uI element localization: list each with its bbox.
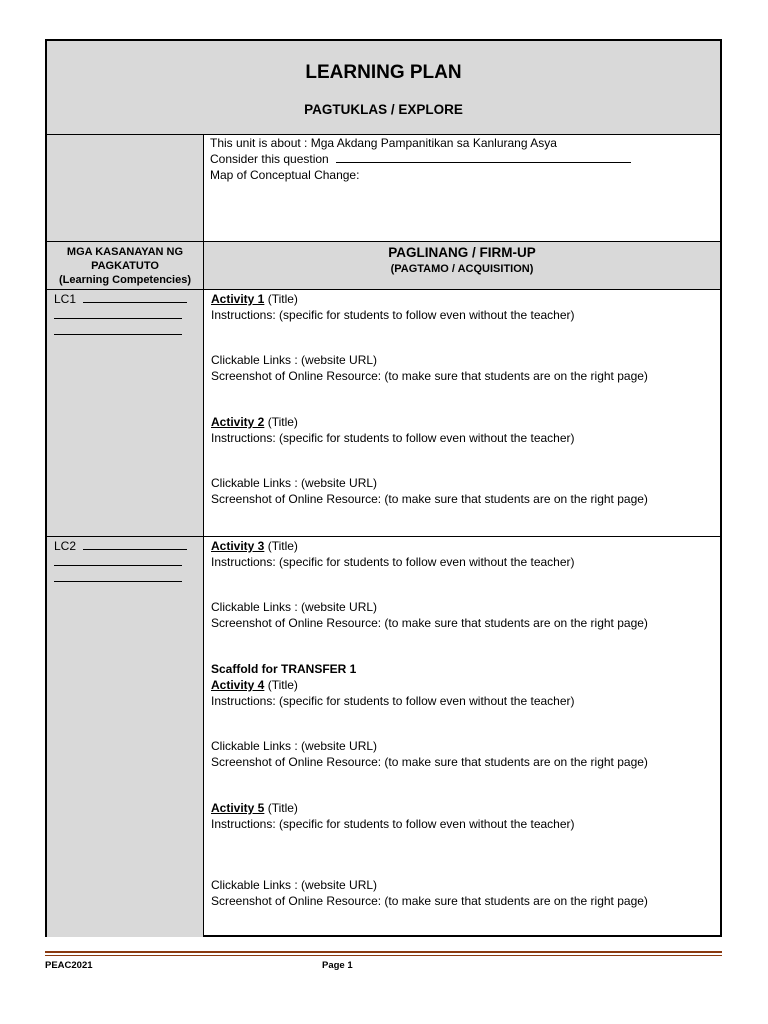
lc1-line3 (54, 323, 182, 339)
activity-1-links: Clickable Links : (website URL) (211, 353, 378, 367)
activity-5-name: Activity 5 (211, 801, 265, 815)
activity-1-instructions: Instructions: (specific for students to follow even without the teacher) (211, 308, 575, 322)
unit-question-label: Consider this question (210, 152, 329, 166)
activity-2-title (211, 414, 298, 430)
activity-4-instructions: Instructions: (specific for students to follow even without the teacher) (211, 694, 575, 708)
learning-plan-table (45, 39, 722, 937)
unit-question (210, 151, 631, 167)
activity-2-screenshot: Screenshot of Online Resource: (to make sure that students are on the right page) (211, 492, 648, 506)
activities-column (204, 290, 720, 937)
question-blank (336, 152, 631, 163)
lc2-blank (54, 555, 182, 566)
activity-4-links: Clickable Links : (website URL) (211, 739, 378, 753)
lc2-line3 (54, 570, 182, 586)
lc1-line1 (54, 291, 187, 307)
firmup-title: PAGLINANG / FIRM-UP (388, 245, 536, 260)
activity-title-suffix: (Title) (264, 415, 298, 429)
activity-title-suffix: (Title) (264, 801, 298, 815)
competency-column (47, 290, 203, 937)
lc1-line2 (54, 307, 182, 323)
activity-3-title (211, 538, 298, 554)
activity-1-title (211, 291, 298, 307)
competency-header-line2: PAGKATUTO (91, 260, 159, 272)
activity-title-suffix: (Title) (264, 678, 298, 692)
lc2-line2 (54, 554, 182, 570)
lc2-blank (83, 539, 187, 550)
lc2-line1 (54, 538, 187, 554)
competency-header-line1: MGA KASANAYAN NG (66, 246, 184, 258)
activity-1-name: Activity 1 (211, 292, 265, 306)
activity-2-instructions: Instructions: (specific for students to follow even without the teacher) (211, 431, 575, 445)
activity-3-links: Clickable Links : (website URL) (211, 600, 378, 614)
activity-3-instructions: Instructions: (specific for students to follow even without the teacher) (211, 555, 575, 569)
activity-2-links: Clickable Links : (website URL) (211, 476, 378, 490)
activity-title-suffix: (Title) (264, 292, 298, 306)
activity-4-screenshot: Screenshot of Online Resource: (to make sure that students are on the right page) (211, 755, 648, 769)
activity-4-name: Activity 4 (211, 678, 265, 692)
footer-rule (45, 951, 722, 953)
lc2-label: LC2 (54, 539, 77, 553)
unit-map-label: Map of Conceptual Change: (210, 168, 360, 182)
lc1-blank (54, 324, 182, 335)
competency-header-line3: (Learning Competencies) (58, 274, 192, 286)
header-row (47, 41, 720, 134)
activity-4-title (211, 677, 298, 693)
page-subtitle: PAGTUKLAS / EXPLORE (304, 102, 463, 117)
activity-title-suffix: (Title) (264, 539, 298, 553)
page-title: LEARNING PLAN (305, 62, 462, 83)
lc1-label: LC1 (54, 292, 77, 306)
activity-3-name: Activity 3 (211, 539, 265, 553)
activity-2-name: Activity 2 (211, 415, 265, 429)
footer-code: PEAC2021 (45, 960, 93, 971)
activity-5-title (211, 800, 298, 816)
footer-rule (45, 955, 722, 956)
activity-3-screenshot: Screenshot of Online Resource: (to make sure that students are on the right page) (211, 616, 648, 630)
footer-page-number: Page 1 (322, 960, 353, 971)
lc1-blank (83, 292, 187, 303)
column-divider (203, 135, 204, 937)
activity-5-screenshot: Screenshot of Online Resource: (to make sure that students are on the right page) (211, 894, 648, 908)
firmup-subtitle: (PAGTAMO / ACQUISITION) (390, 263, 534, 275)
activity-5-instructions: Instructions: (specific for students to follow even without the teacher) (211, 817, 575, 831)
firmup-header (204, 242, 720, 289)
activity-5-links: Clickable Links : (website URL) (211, 878, 378, 892)
competency-header (47, 242, 203, 289)
lc1-blank (54, 308, 182, 319)
unit-info-cell (204, 135, 720, 241)
unit-left-cell (47, 135, 203, 241)
activity-1-screenshot: Screenshot of Online Resource: (to make sure that students are on the right page) (211, 369, 648, 383)
lc2-blank (54, 571, 182, 582)
scaffold-label: Scaffold for TRANSFER 1 (211, 662, 357, 676)
unit-about: This unit is about : Mga Akdang Pampanitikan sa Kanlurang Asya (210, 136, 557, 150)
